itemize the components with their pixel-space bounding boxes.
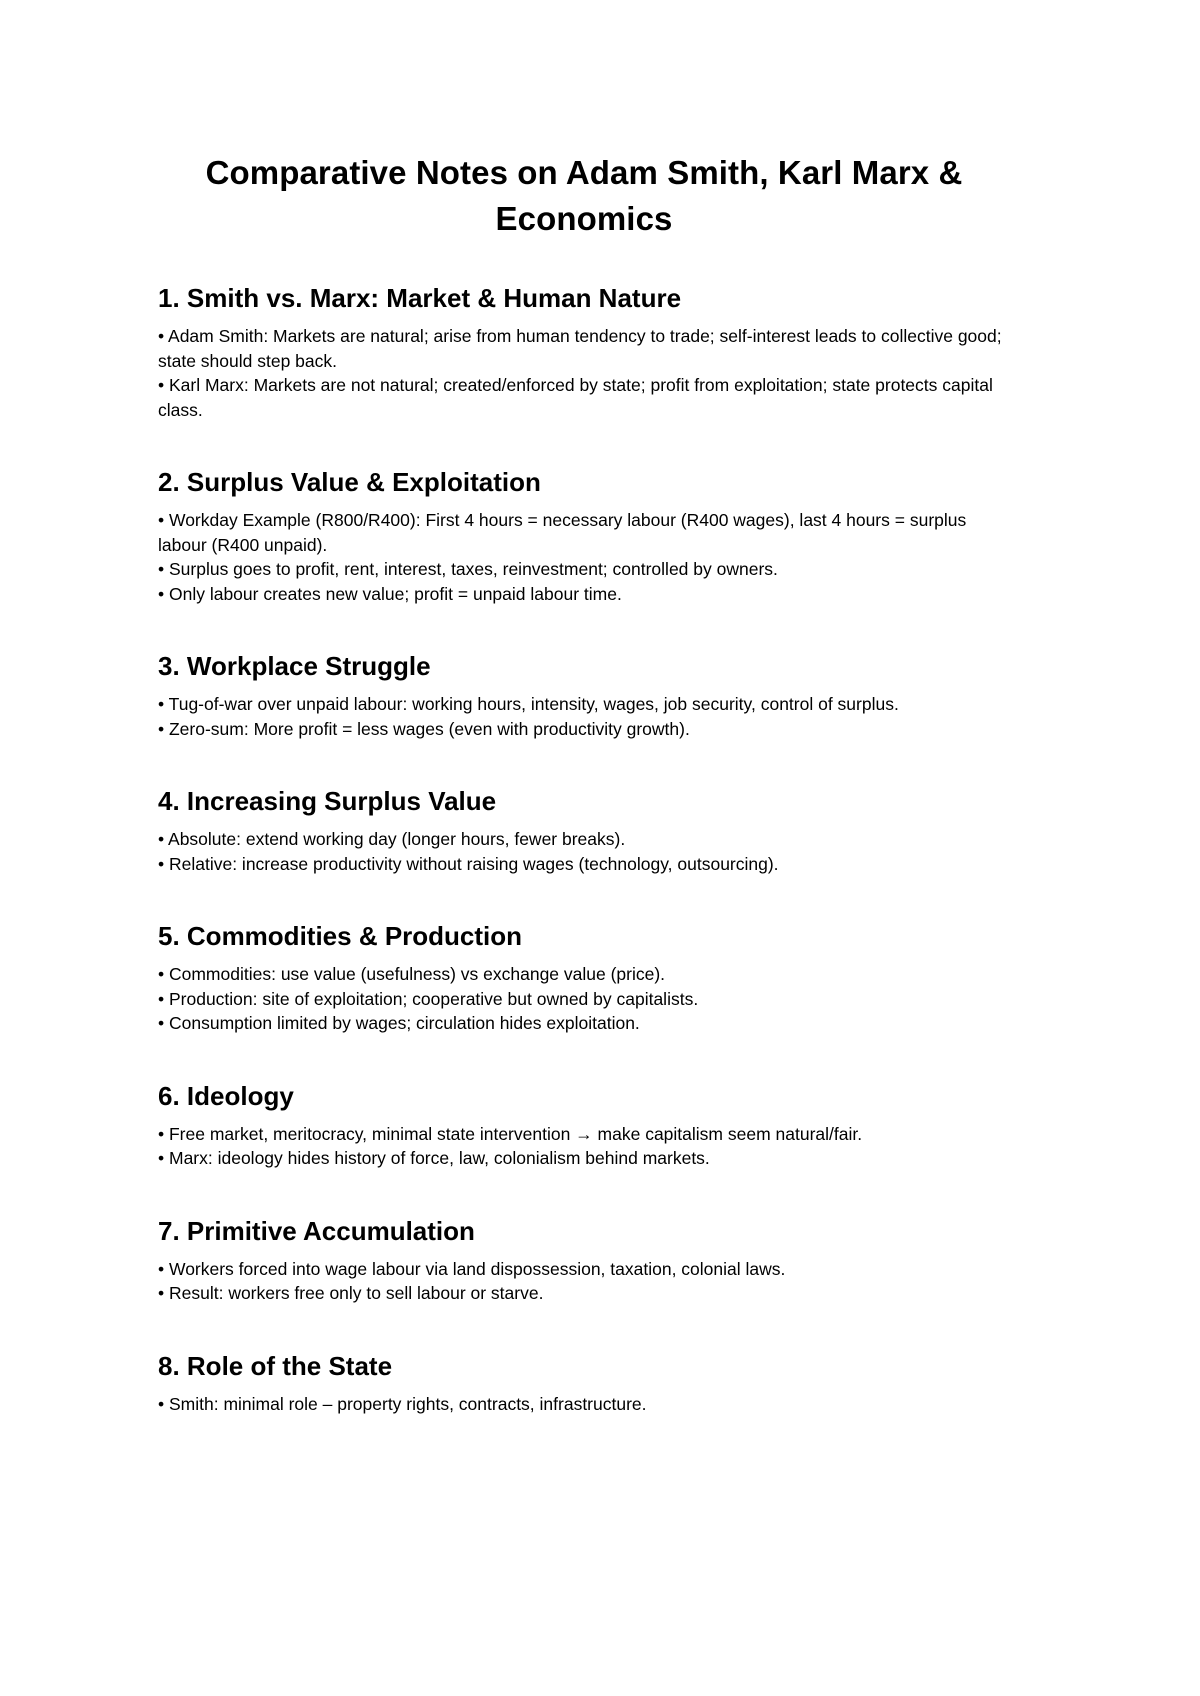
- section-heading: 6. Ideology: [158, 1080, 294, 1111]
- section-heading: 2. Surplus Value & Exploitation: [158, 467, 541, 497]
- bullet-item: • Adam Smith: Markets are natural; arise from human tendency to trade; self-interest leads to collective good; state should step back.: [158, 326, 1002, 371]
- section-5: [158, 918, 1010, 1036]
- section-1: [158, 280, 1010, 422]
- bullet-item: • Commodities: use value (usefulness) vs exchange value (price).: [158, 964, 666, 984]
- section-7: [158, 1213, 1010, 1306]
- bullet-item: • Marx: ideology hides history of force, law, colonialism behind markets.: [158, 1148, 710, 1168]
- bullet-item: • Surplus goes to profit, rent, interest, taxes, reinvestment; controlled by owners.: [158, 559, 778, 579]
- section-4: [158, 783, 1010, 876]
- sections: [158, 280, 1010, 1416]
- bullet-item: • Result: workers free only to sell labour or starve.: [158, 1283, 544, 1303]
- document-title: Comparative Notes on Adam Smith, Karl Marx & Economics: [205, 154, 963, 237]
- bullet-item: • Workday Example (R800/R400): First 4 hours = necessary labour (R400 wages), last 4 hours = surplus labour (R400 unpaid).: [158, 510, 967, 555]
- section-heading: 4. Increasing Surplus Value: [158, 786, 497, 816]
- bullet-item: • Free market, meritocracy, minimal state intervention → make capitalism seem natural/fair.: [158, 1123, 863, 1144]
- bullet-item: • Smith: minimal role – property rights, contracts, infrastructure.: [158, 1393, 647, 1414]
- section-3: [158, 648, 1010, 741]
- bullet-item: • Karl Marx: Markets are not natural; created/enforced by state; profit from exploitation; state protects capital class.: [158, 375, 993, 420]
- bullet-item: • Relative: increase productivity without raising wages (technology, outsourcing).: [158, 853, 779, 874]
- bullet-item: • Production: site of exploitation; cooperative but owned by capitalists.: [158, 988, 699, 1009]
- bullet-item: • Tug-of-war over unpaid labour: working hours, intensity, wages, job security, control of surplus.: [158, 694, 899, 714]
- section-heading: 8. Role of the State: [158, 1350, 393, 1381]
- bullet-item: • Zero-sum: More profit = less wages (even with productivity growth).: [158, 718, 690, 739]
- bullet-item: • Only labour creates new value; profit = unpaid labour time.: [158, 583, 622, 604]
- bullet-item: • Workers forced into wage labour via land dispossession, taxation, colonial laws.: [158, 1258, 786, 1279]
- section-heading: 1. Smith vs. Marx: Market & Human Nature: [158, 283, 682, 313]
- bullet-item: • Consumption limited by wages; circulation hides exploitation.: [158, 1013, 640, 1033]
- section-heading: 5. Commodities & Production: [158, 921, 523, 951]
- section-heading: 7. Primitive Accumulation: [158, 1215, 475, 1246]
- section-6: [158, 1078, 1010, 1171]
- section-8: [158, 1348, 1010, 1417]
- section-heading: 3. Workplace Struggle: [158, 651, 431, 681]
- bullet-item: • Absolute: extend working day (longer hours, fewer breaks).: [158, 829, 626, 849]
- section-2: [158, 464, 1010, 606]
